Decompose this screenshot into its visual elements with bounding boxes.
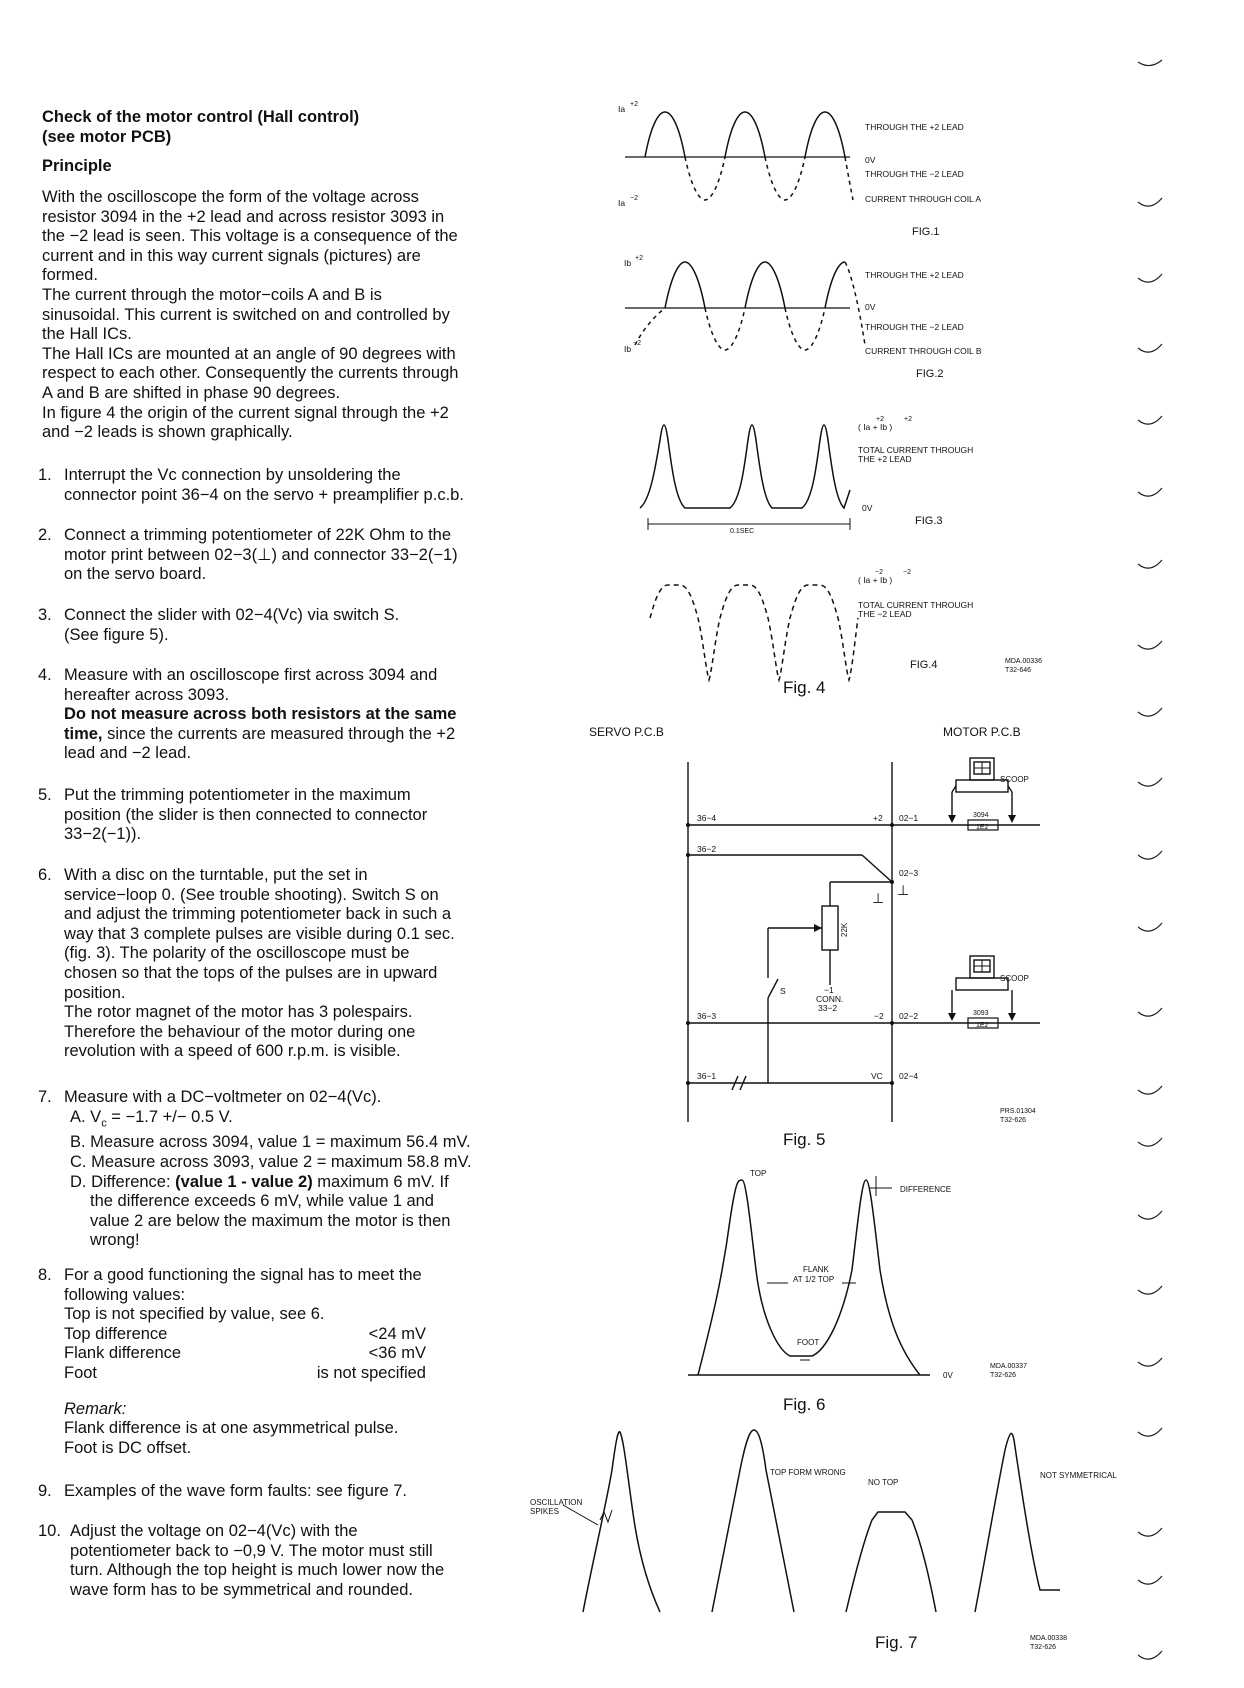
step-line: Connect the slider with 02−4(Vc) via switch S. — [64, 606, 400, 624]
fig7-label: OSCILLATION — [530, 1498, 583, 1507]
step-warning: Do not measure across both resistors at the same — [64, 705, 457, 724]
step-number: 3. — [38, 606, 52, 624]
arrow-icon — [948, 815, 956, 823]
fig2-sup: −2 — [633, 340, 641, 347]
step-line: motor print between 02−3(⊥) and connector 33−2(−1) — [64, 545, 458, 564]
junction-dot — [890, 1081, 894, 1085]
ground-symbol: ⊥ — [872, 890, 885, 906]
binder-mark — [1138, 923, 1162, 931]
binder-mark — [1138, 1138, 1162, 1146]
fig6-ov: 0V — [943, 1371, 953, 1380]
fig4-sup: −2 — [903, 569, 911, 576]
step-number: 8. — [38, 1266, 52, 1284]
principle-line: With the oscilloscope the form of the voltage across — [42, 188, 419, 206]
principle-heading: Principle — [42, 157, 112, 175]
step-warning: time, — [64, 724, 103, 743]
fig4-sup: −2 — [875, 569, 883, 576]
step-line: revolution with a speed of 600 r.p.m. is visible. — [64, 1042, 401, 1061]
step-line: turn. Although the top height is much lower now the — [70, 1561, 445, 1580]
conn-label: 33−2 — [818, 1003, 838, 1013]
fig2-label: THROUGH THE −2 LEAD — [865, 322, 964, 332]
servo-pcb-label: SERVO P.C.B — [589, 725, 664, 739]
step-line: since the currents are measured through the +2 — [102, 724, 456, 743]
step-line: B. Measure across 3094, value 1 = maximum 56.4 mV. — [70, 1133, 471, 1152]
fig3-formula: ( Ia + Ib ) — [858, 422, 893, 432]
fig7-notop-pulse — [846, 1512, 936, 1612]
principle-line: and −2 leads is shown graphically. — [42, 423, 293, 442]
switch-label: S — [780, 986, 786, 996]
principle-line: sinusoidal. This current is switched on and controlled by — [42, 305, 450, 324]
fig5-code: PRS.01304 — [1000, 1108, 1036, 1115]
fig1-labels — [618, 101, 981, 238]
fig6-difference: DIFFERENCE — [900, 1185, 952, 1194]
junction-dot — [686, 1021, 690, 1025]
step-line: service−loop 0. (See trouble shooting). Switch S on — [64, 885, 439, 904]
step-line: For a good functioning the signal has to meet the — [64, 1266, 422, 1284]
fig4-formula: ( Ia + Ib ) — [858, 575, 893, 585]
binder-mark — [1138, 1528, 1162, 1536]
step-line: Measure with a DC−voltmeter on 02−4(Vc). — [64, 1088, 382, 1106]
step-line: chosen so that the tops of the pulses are in upward — [64, 963, 438, 982]
step-line: Measure with an oscilloscope first across 3094 and — [64, 666, 438, 684]
step-line: lead and −2 lead. — [64, 744, 192, 763]
fig5-code: T32-626 — [1000, 1117, 1027, 1124]
junction-dot — [890, 880, 894, 884]
arrow-icon — [814, 924, 822, 932]
binder-mark — [1138, 1651, 1162, 1659]
fig4-title: Fig. 4 — [783, 678, 826, 697]
step-line: (fig. 3). The polarity of the oscilloscope must be — [64, 944, 410, 963]
fig7-labels — [530, 1468, 1117, 1652]
fig3-caption: FIG.3 — [915, 515, 943, 527]
junction-dot — [890, 1021, 894, 1025]
resistor-label: 3093 — [973, 1010, 989, 1017]
fig2-positive-lobes — [665, 262, 845, 308]
step-line: wrong! — [90, 1231, 140, 1250]
fig7-label: NOT SYMMETRICAL — [1040, 1471, 1117, 1480]
spec-value: <36 mV — [368, 1344, 426, 1363]
step-number: 9. — [38, 1482, 52, 1500]
resistor-value: 1E2 — [976, 1022, 989, 1029]
resistor-value: 1E2 — [976, 824, 989, 831]
principle-line: In figure 4 the origin of the current signal through the +2 — [42, 403, 449, 422]
remark-title: Remark: — [64, 1399, 127, 1418]
fig2-label: CURRENT THROUGH COIL B — [865, 346, 982, 356]
fig7-topform-pulse — [712, 1430, 794, 1612]
fig7-label: SPIKES — [530, 1507, 559, 1516]
step-line: wave form has to be symmetrical and rounded. — [70, 1580, 413, 1599]
remark-line: Flank difference is at one asymmetrical pulse. — [64, 1419, 399, 1438]
principle-line: the Hall ICs. — [42, 325, 132, 344]
fig3-sup: +2 — [904, 416, 912, 423]
junction-dot — [686, 1081, 690, 1085]
step-line: 33−2(−1)). — [64, 825, 142, 844]
fig7-oscillation-pulse — [583, 1432, 660, 1612]
step-line: The rotor magnet of the motor has 3 polespairs. — [64, 1003, 413, 1022]
pin-label: 02−1 — [899, 813, 919, 823]
step-line: A. V — [70, 1107, 102, 1126]
principle-line: The Hall ICs are mounted at an angle of 90 degrees with — [42, 344, 456, 363]
fig4-code: T32-646 — [1005, 667, 1032, 674]
fig6-title: Fig. 6 — [783, 1395, 826, 1414]
principle-line: A and B are shifted in phase 90 degrees. — [42, 383, 341, 402]
fig7-code: MDA.00338 — [1030, 1635, 1067, 1642]
fig6-top: TOP — [750, 1169, 767, 1178]
binder-mark — [1138, 1008, 1162, 1016]
step-line: With a disc on the turntable, put the set in — [64, 866, 368, 884]
pin-label: 02−2 — [899, 1011, 919, 1021]
step-number: 6. — [38, 866, 52, 884]
arrow-icon — [1008, 815, 1016, 823]
fig6-labels — [750, 1169, 1027, 1414]
binder-mark — [1138, 1286, 1162, 1294]
fig6-flank: AT 1/2 TOP — [793, 1275, 835, 1284]
principle-line: formed. — [42, 266, 98, 285]
step-line: following values: — [64, 1285, 186, 1304]
binder-holes — [1138, 60, 1162, 1659]
arrow-icon — [1008, 1013, 1016, 1021]
wire-36-2-bend — [862, 855, 892, 882]
pin-label: 36−2 — [697, 844, 717, 854]
fig1-label: THROUGH THE −2 LEAD — [865, 169, 964, 179]
step-line: Top is not specified by value, see 6. — [64, 1305, 325, 1324]
step-line: C. Measure across 3093, value 2 = maximum 58.8 mV. — [70, 1153, 472, 1172]
fig3-labels — [730, 416, 973, 535]
spec-label: Foot — [64, 1363, 98, 1382]
fig4-labels — [783, 569, 1042, 697]
fig1-ia-plus: Ia — [618, 104, 626, 114]
subscript: c — [101, 1116, 107, 1129]
fig4-caption: FIG.4 — [910, 659, 938, 671]
fig1-positive-lobes — [645, 112, 845, 157]
pin-label: 36−4 — [697, 813, 717, 823]
binder-mark — [1138, 778, 1162, 786]
step-line: the difference exceeds 6 mV, while value 1 and — [90, 1192, 434, 1211]
binder-mark — [1138, 1086, 1162, 1094]
fig4-label: TOTAL CURRENT THROUGH — [858, 600, 974, 610]
principle-line: the −2 lead is seen. This voltage is a consequence of the — [42, 227, 458, 246]
fig1-sup: −2 — [630, 195, 638, 202]
binder-mark — [1138, 274, 1162, 282]
principle-line: The current through the motor−coils A and B is — [42, 285, 382, 304]
step-number: 5. — [38, 786, 52, 804]
step-line: Connect a trimming potentiometer of 22K Ohm to the — [64, 526, 452, 544]
spec-value: <24 mV — [368, 1324, 426, 1343]
binder-mark — [1138, 1211, 1162, 1219]
binder-mark — [1138, 488, 1162, 496]
spec-label: Flank difference — [64, 1344, 182, 1363]
fig1-label: CURRENT THROUGH COIL A — [865, 194, 982, 204]
fig1-sup: +2 — [630, 101, 638, 108]
principle-line: resistor 3094 in the +2 lead and across resistor 3093 in — [42, 207, 445, 226]
pin-label: +2 — [873, 813, 883, 823]
fig3-label: TOTAL CURRENT THROUGH — [858, 445, 974, 455]
step-line: Interrupt the Vc connection by unsoldering the — [64, 466, 401, 484]
title-line-1: Check of the motor control (Hall control) — [42, 108, 360, 126]
step-line: (See figure 5). — [64, 625, 169, 644]
scoop-label: SCOOP — [1000, 775, 1029, 784]
fig7-notsym-pulse — [975, 1433, 1060, 1612]
step-line: Put the trimming potentiometer in the maximum — [64, 786, 411, 804]
step-line: connector point 36−4 on the servo + preamplifier p.c.b. — [64, 485, 464, 504]
fig3-time: 0.1SEC — [730, 528, 755, 535]
fig3-ov: 0V — [862, 503, 873, 513]
step-line: position. — [64, 983, 126, 1002]
arrow-icon — [948, 1013, 956, 1021]
conn-label: CONN. — [816, 994, 844, 1004]
pin-label: 02−3 — [899, 868, 919, 878]
binder-mark — [1138, 1358, 1162, 1366]
binder-mark — [1138, 416, 1162, 424]
junction-dot — [686, 823, 690, 827]
fig5-title: Fig. 5 — [783, 1130, 826, 1149]
binder-mark — [1138, 60, 1162, 66]
title-line-2: (see motor PCB) — [42, 127, 172, 146]
step-number: 7. — [38, 1088, 52, 1106]
junction-dot — [890, 823, 894, 827]
fig2-labels — [624, 255, 982, 380]
step-number: 1. — [38, 466, 52, 484]
fig1-negative-lobes — [685, 157, 853, 200]
step-line: hereafter across 3093. — [64, 685, 230, 704]
fig2-ib-plus: Ib — [624, 258, 632, 268]
binder-mark — [1138, 1428, 1162, 1436]
fig2-sup: +2 — [635, 255, 643, 262]
binder-mark — [1138, 641, 1162, 649]
motor-pcb-label: MOTOR P.C.B — [943, 725, 1021, 739]
fig5-labels — [589, 725, 1036, 1149]
principle-line: respect to each other. Consequently the currents through — [42, 364, 459, 383]
step-line: way that 3 complete pulses are visible during 0.1 sec. — [64, 924, 455, 943]
fig7-label: TOP FORM WRONG — [770, 1468, 846, 1477]
step-number: 10. — [38, 1522, 61, 1540]
fig3-pulses — [640, 425, 850, 508]
binder-mark — [1138, 560, 1162, 568]
fig6-code: MDA.00337 — [990, 1363, 1027, 1370]
pot-label: 22K — [840, 922, 849, 937]
junction-dot — [686, 853, 690, 857]
pin-label: 36−1 — [697, 1071, 717, 1081]
step-line: on the servo board. — [64, 565, 207, 584]
fig7-pointer — [563, 1505, 598, 1525]
binder-mark — [1138, 198, 1162, 206]
spec-value: is not specified — [316, 1363, 426, 1382]
fig2-label: 0V — [865, 302, 876, 312]
binder-mark — [1138, 708, 1162, 716]
fig4-pulses — [650, 585, 858, 680]
principle-line: current and in this way current signals (pictures) are — [42, 246, 421, 265]
fig7-waveforms — [563, 1430, 1060, 1612]
step-number: 4. — [38, 666, 52, 684]
pin-label: −2 — [874, 1011, 884, 1021]
fig3-sup: +2 — [876, 416, 884, 423]
step-line: position (the slider is then connected to connector — [64, 805, 428, 824]
fig1-label: THROUGH THE +2 LEAD — [865, 122, 964, 132]
fig6-foot: FOOT — [797, 1338, 820, 1347]
fig2-ib-minus: Ib — [624, 344, 632, 354]
remark-line: Foot is DC offset. — [64, 1438, 192, 1457]
fig4-waveform — [650, 585, 858, 680]
fig7-code: T32-626 — [1030, 1644, 1057, 1651]
fig4-code: MDA.00336 — [1005, 658, 1042, 665]
binder-mark — [1138, 851, 1162, 859]
fig2-negative-lobes — [635, 262, 865, 350]
ground-symbol: ⊥ — [897, 882, 910, 898]
step-line: D. Difference: — [70, 1172, 176, 1191]
trim-potentiometer — [822, 906, 838, 950]
fig6-code: T32-626 — [990, 1372, 1017, 1379]
step-line: and adjust the trimming potentiometer back in such a — [64, 905, 452, 924]
step-line: Adjust the voltage on 02−4(Vc) with the — [70, 1522, 358, 1540]
binder-mark — [1138, 1576, 1162, 1584]
fig1-label: 0V — [865, 155, 876, 165]
step-line: maximum 6 mV. If — [312, 1172, 449, 1191]
step-line: value 2 are below the maximum the motor is then — [90, 1211, 451, 1230]
step-emphasis: (value 1 - value 2) — [175, 1172, 313, 1191]
spec-label: Top difference — [64, 1324, 168, 1343]
fig7-title: Fig. 7 — [875, 1633, 918, 1652]
binder-mark — [1138, 344, 1162, 352]
pin-label: 02−4 — [899, 1071, 919, 1081]
pin-label: 36−3 — [697, 1011, 717, 1021]
step-line: potentiometer back to −0,9 V. The motor must still — [70, 1541, 433, 1560]
fig1-waveform — [625, 112, 853, 200]
step-line: Therefore the behaviour of the motor during one — [64, 1022, 416, 1041]
fig2-label: THROUGH THE +2 LEAD — [865, 270, 964, 280]
fig2-caption: FIG.2 — [916, 368, 944, 380]
fig4-label: THE −2 LEAD — [858, 609, 912, 619]
fig3-waveform — [640, 425, 850, 530]
scoop-label: SCOOP — [1000, 974, 1029, 983]
step-line: Examples of the wave form faults: see figure 7. — [64, 1482, 407, 1500]
fig2-waveform — [625, 262, 865, 350]
step-number: 2. — [38, 526, 52, 544]
fig1-ia-minus: Ia — [618, 198, 626, 208]
switch-s — [768, 979, 778, 998]
fig1-caption: FIG.1 — [912, 226, 940, 238]
pin-label: VC — [871, 1071, 883, 1081]
step-line: = −1.7 +/− 0.5 V. — [106, 1107, 233, 1126]
resistor-label: 3094 — [973, 812, 989, 819]
fig3-label: THE +2 LEAD — [858, 454, 912, 464]
fig6-flank: FLANK — [803, 1265, 829, 1274]
fig7-label: NO TOP — [868, 1478, 899, 1487]
conn-label: −1 — [824, 985, 834, 995]
